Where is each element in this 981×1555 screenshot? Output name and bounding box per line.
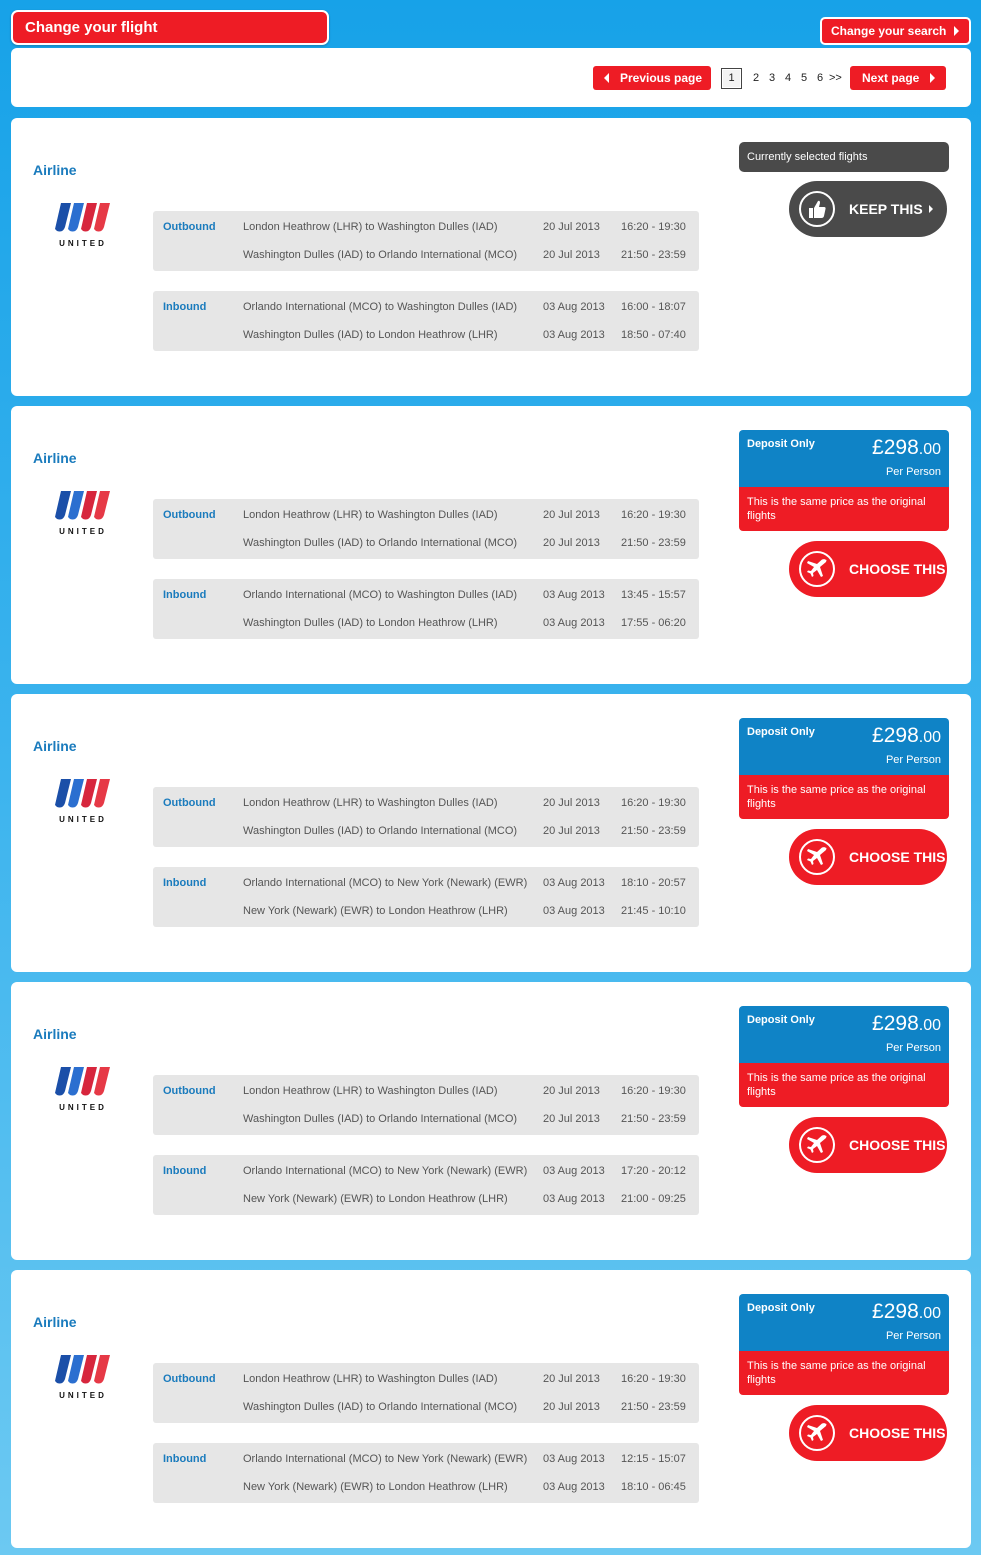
- flight-option-card: [11, 982, 971, 1260]
- leg-route: Washington Dulles (IAD) to Orlando International (MCO): [243, 825, 518, 837]
- deposit-label: Deposit Only: [747, 726, 815, 738]
- leg-date: 03 Aug 2013: [543, 1453, 605, 1465]
- leg-time: 21:50 - 23:59: [621, 1401, 686, 1413]
- united-logo-graphic: [53, 489, 113, 523]
- price-main: £298: [872, 1012, 919, 1035]
- flight-leg-row: [153, 221, 699, 235]
- leg-date: 03 Aug 2013: [543, 617, 605, 629]
- united-logo-text: UNITED: [59, 815, 107, 824]
- flight-leg-row: [153, 1481, 699, 1495]
- flight-leg-row: [153, 329, 699, 343]
- inbound-label: Inbound: [163, 877, 207, 889]
- flight-leg-row: [153, 1113, 699, 1127]
- flight-option-card: [11, 118, 971, 396]
- leg-time: 16:20 - 19:30: [621, 221, 686, 233]
- page-link[interactable]: 5: [800, 72, 808, 84]
- deposit-label: Deposit Only: [747, 1302, 815, 1314]
- arrow-right-icon: [951, 565, 955, 573]
- inbound-flight-group: [153, 291, 699, 351]
- inbound-flight-group: [153, 1443, 699, 1503]
- leg-date: 20 Jul 2013: [543, 537, 600, 549]
- flight-leg-row: [153, 1085, 699, 1099]
- united-logo-text: UNITED: [59, 1103, 107, 1112]
- united-logo: [53, 1353, 113, 1403]
- choose-this-label: CHOOSE THIS: [849, 1425, 946, 1441]
- arrow-right-icon: [930, 73, 935, 83]
- page-link[interactable]: 2: [752, 72, 760, 84]
- price-box: [739, 1294, 949, 1351]
- leg-route: New York (Newark) (EWR) to London Heathrow (LHR): [243, 1481, 508, 1493]
- united-logo-graphic: [53, 201, 113, 235]
- flight-leg-row: [153, 509, 699, 523]
- per-person-label: Per Person: [885, 1042, 941, 1054]
- price-pence: .00: [918, 441, 941, 458]
- flight-leg-row: [153, 301, 699, 315]
- airline-label: Airline: [33, 450, 77, 466]
- leg-date: 03 Aug 2013: [543, 589, 605, 601]
- leg-route: New York (Newark) (EWR) to London Heathrow (LHR): [243, 905, 508, 917]
- leg-route: New York (Newark) (EWR) to London Heathrow (LHR): [243, 1193, 508, 1205]
- airline-label: Airline: [33, 162, 77, 178]
- price-box: [739, 430, 949, 487]
- page-link[interactable]: 4: [784, 72, 792, 84]
- leg-date: 03 Aug 2013: [543, 1193, 605, 1205]
- pagination-bar: [11, 48, 971, 107]
- leg-route: Orlando International (MCO) to Washington Dulles (IAD): [243, 589, 518, 601]
- united-logo-text: UNITED: [59, 1391, 107, 1400]
- price-box: [739, 718, 949, 775]
- united-logo-text: UNITED: [59, 239, 107, 248]
- choose-this-label: CHOOSE THIS: [849, 849, 946, 865]
- united-logo-graphic: [53, 1065, 113, 1099]
- outbound-flight-group: [153, 787, 699, 847]
- united-logo: [53, 1065, 113, 1115]
- inbound-flight-group: [153, 579, 699, 639]
- leg-route: Washington Dulles (IAD) to Orlando International (MCO): [243, 1113, 518, 1125]
- leg-time: 16:20 - 19:30: [621, 509, 686, 521]
- change-search-label: Change your search: [831, 24, 947, 38]
- next-page-button[interactable]: [850, 66, 946, 90]
- flight-option-card: [11, 406, 971, 684]
- arrow-right-icon: [954, 26, 959, 36]
- leg-route: London Heathrow (LHR) to Washington Dulles (IAD): [243, 1085, 498, 1097]
- price-pence: .00: [918, 729, 941, 746]
- outbound-flight-group: [153, 1075, 699, 1135]
- leg-route: Washington Dulles (IAD) to Orlando International (MCO): [243, 249, 518, 261]
- per-person-label: Per Person: [885, 466, 941, 478]
- price-amount: [872, 436, 941, 460]
- united-logo: [53, 201, 113, 251]
- price-pence: .00: [918, 1305, 941, 1322]
- leg-time: 17:20 - 20:12: [621, 1165, 686, 1177]
- flight-option-card: [11, 694, 971, 972]
- leg-date: 03 Aug 2013: [543, 1481, 605, 1493]
- flight-leg-row: [153, 537, 699, 551]
- leg-time: 17:55 - 06:20: [621, 617, 686, 629]
- leg-date: 20 Jul 2013: [543, 1085, 600, 1097]
- flight-leg-row: [153, 797, 699, 811]
- arrow-right-icon: [951, 1141, 955, 1149]
- choose-this-button[interactable]: [789, 1405, 947, 1461]
- airline-label: Airline: [33, 1314, 77, 1330]
- airplane-icon: [799, 1415, 835, 1451]
- outbound-flight-group: [153, 211, 699, 271]
- leg-date: 03 Aug 2013: [543, 1165, 605, 1177]
- leg-time: 16:20 - 19:30: [621, 1085, 686, 1097]
- united-logo-graphic: [53, 1353, 113, 1387]
- page-title: Change your flight: [11, 10, 329, 45]
- inbound-label: Inbound: [163, 589, 207, 601]
- flight-leg-row: [153, 1401, 699, 1415]
- airplane-icon: [799, 1127, 835, 1163]
- leg-time: 21:50 - 23:59: [621, 249, 686, 261]
- page-numbers: [721, 67, 842, 89]
- outbound-label: Outbound: [163, 1373, 216, 1385]
- flight-leg-row: [153, 905, 699, 919]
- leg-date: 03 Aug 2013: [543, 905, 605, 917]
- flight-leg-row: [153, 617, 699, 631]
- leg-route: London Heathrow (LHR) to Washington Dulles (IAD): [243, 509, 498, 521]
- flight-leg-row: [153, 1193, 699, 1207]
- leg-time: 18:10 - 06:45: [621, 1481, 686, 1493]
- leg-route: Washington Dulles (IAD) to London Heathrow (LHR): [243, 329, 498, 341]
- leg-time: 21:50 - 23:59: [621, 537, 686, 549]
- outbound-flight-group: [153, 499, 699, 559]
- choose-this-button[interactable]: [789, 829, 947, 885]
- arrow-left-icon: [604, 73, 609, 83]
- choose-this-label: CHOOSE THIS: [849, 561, 946, 577]
- leg-route: Orlando International (MCO) to New York (Newark) (EWR): [243, 1453, 528, 1465]
- airplane-icon: [799, 551, 835, 587]
- flight-leg-row: [153, 249, 699, 263]
- currently-selected-label: Currently selected flights: [739, 142, 949, 172]
- leg-time: 18:10 - 20:57: [621, 877, 686, 889]
- leg-date: 03 Aug 2013: [543, 329, 605, 341]
- leg-date: 20 Jul 2013: [543, 249, 600, 261]
- outbound-label: Outbound: [163, 221, 216, 233]
- leg-time: 16:00 - 18:07: [621, 301, 686, 313]
- outbound-flight-group: [153, 1363, 699, 1423]
- leg-date: 03 Aug 2013: [543, 877, 605, 889]
- per-person-label: Per Person: [885, 754, 941, 766]
- inbound-flight-group: [153, 867, 699, 927]
- leg-route: London Heathrow (LHR) to Washington Dulles (IAD): [243, 797, 498, 809]
- flight-leg-row: [153, 1453, 699, 1467]
- change-search-button[interactable]: [820, 17, 971, 45]
- more-pages-link[interactable]: >>: [829, 72, 842, 84]
- choose-this-label: CHOOSE THIS: [849, 1137, 946, 1153]
- united-logo-graphic: [53, 777, 113, 811]
- arrow-right-icon: [951, 853, 955, 861]
- price-amount: [872, 1012, 941, 1036]
- leg-date: 20 Jul 2013: [543, 221, 600, 233]
- outbound-label: Outbound: [163, 1085, 216, 1097]
- leg-time: 12:15 - 15:07: [621, 1453, 686, 1465]
- page-link[interactable]: 6: [816, 72, 824, 84]
- previous-page-label: Previous page: [620, 71, 703, 85]
- leg-date: 20 Jul 2013: [543, 509, 600, 521]
- price-note: This is the same price as the original flights: [739, 1063, 949, 1107]
- leg-route: Washington Dulles (IAD) to Orlando International (MCO): [243, 537, 518, 549]
- united-logo: [53, 489, 113, 539]
- keep-this-label: KEEP THIS: [849, 201, 923, 217]
- leg-route: Orlando International (MCO) to Washington Dulles (IAD): [243, 301, 518, 313]
- choose-this-button[interactable]: [789, 1117, 947, 1173]
- flight-leg-row: [153, 589, 699, 603]
- price-note: This is the same price as the original flights: [739, 1351, 949, 1395]
- leg-date: 20 Jul 2013: [543, 825, 600, 837]
- price-main: £298: [872, 1300, 919, 1323]
- leg-time: 13:45 - 15:57: [621, 589, 686, 601]
- leg-time: 21:50 - 23:59: [621, 825, 686, 837]
- inbound-flight-group: [153, 1155, 699, 1215]
- united-logo-text: UNITED: [59, 527, 107, 536]
- leg-time: 16:20 - 19:30: [621, 1373, 686, 1385]
- airplane-icon: [799, 839, 835, 875]
- leg-route: Orlando International (MCO) to New York (Newark) (EWR): [243, 1165, 528, 1177]
- flight-leg-row: [153, 1165, 699, 1179]
- flight-option-card: [11, 1270, 971, 1548]
- flight-leg-row: [153, 877, 699, 891]
- leg-time: 18:50 - 07:40: [621, 329, 686, 341]
- arrow-right-icon: [951, 1429, 955, 1437]
- arrow-right-icon: [929, 205, 933, 213]
- leg-date: 20 Jul 2013: [543, 797, 600, 809]
- inbound-label: Inbound: [163, 1165, 207, 1177]
- leg-date: 20 Jul 2013: [543, 1373, 600, 1385]
- per-person-label: Per Person: [885, 1330, 941, 1342]
- deposit-label: Deposit Only: [747, 438, 815, 450]
- previous-page-button[interactable]: [593, 66, 711, 90]
- leg-time: 21:50 - 23:59: [621, 1113, 686, 1125]
- leg-route: London Heathrow (LHR) to Washington Dulles (IAD): [243, 221, 498, 233]
- page-link[interactable]: 3: [768, 72, 776, 84]
- thumbs-up-icon: [799, 191, 835, 227]
- price-main: £298: [872, 724, 919, 747]
- inbound-label: Inbound: [163, 1453, 207, 1465]
- price-box: [739, 1006, 949, 1063]
- leg-route: London Heathrow (LHR) to Washington Dulles (IAD): [243, 1373, 498, 1385]
- leg-time: 16:20 - 19:30: [621, 797, 686, 809]
- outbound-label: Outbound: [163, 509, 216, 521]
- price-note: This is the same price as the original flights: [739, 775, 949, 819]
- airline-label: Airline: [33, 738, 77, 754]
- airline-label: Airline: [33, 1026, 77, 1042]
- page-current[interactable]: 1: [721, 68, 742, 89]
- price-amount: [872, 1300, 941, 1324]
- keep-this-button[interactable]: [789, 181, 947, 237]
- united-logo: [53, 777, 113, 827]
- choose-this-button[interactable]: [789, 541, 947, 597]
- outbound-label: Outbound: [163, 797, 216, 809]
- price-main: £298: [872, 436, 919, 459]
- leg-date: 03 Aug 2013: [543, 301, 605, 313]
- leg-route: Washington Dulles (IAD) to London Heathrow (LHR): [243, 617, 498, 629]
- flight-leg-row: [153, 1373, 699, 1387]
- leg-time: 21:00 - 09:25: [621, 1193, 686, 1205]
- next-page-label: Next page: [862, 71, 920, 85]
- price-note: This is the same price as the original flights: [739, 487, 949, 531]
- leg-route: Washington Dulles (IAD) to Orlando International (MCO): [243, 1401, 518, 1413]
- deposit-label: Deposit Only: [747, 1014, 815, 1026]
- leg-date: 20 Jul 2013: [543, 1401, 600, 1413]
- leg-time: 21:45 - 10:10: [621, 905, 686, 917]
- leg-route: Orlando International (MCO) to New York (Newark) (EWR): [243, 877, 528, 889]
- inbound-label: Inbound: [163, 301, 207, 313]
- price-pence: .00: [918, 1017, 941, 1034]
- price-amount: [872, 724, 941, 748]
- leg-date: 20 Jul 2013: [543, 1113, 600, 1125]
- flight-leg-row: [153, 825, 699, 839]
